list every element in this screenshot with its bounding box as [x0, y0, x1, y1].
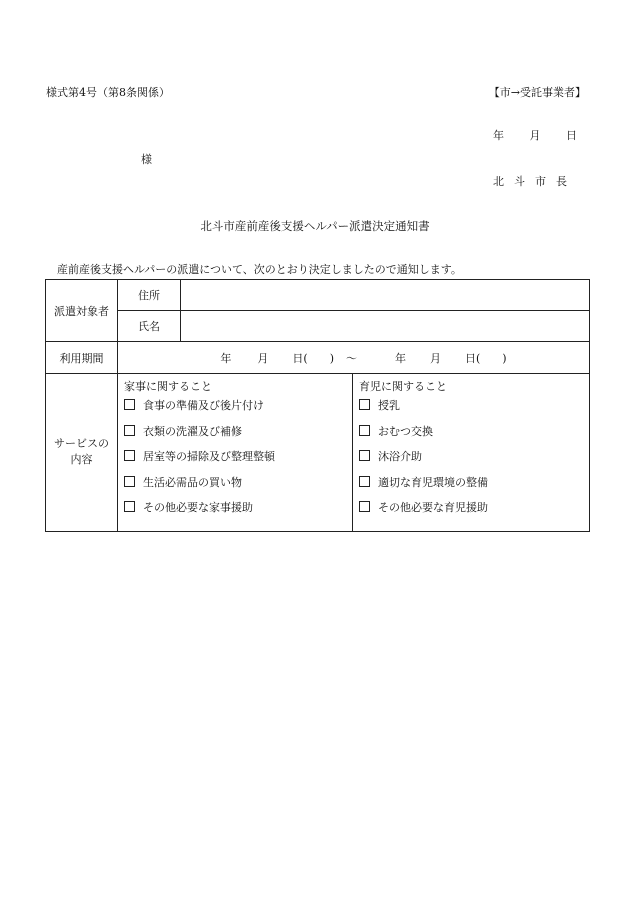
housework-item[interactable]: [124, 501, 352, 527]
housework-item[interactable]: [124, 425, 352, 451]
address-label: 住所: [118, 280, 181, 311]
period-end-month: 月: [430, 351, 441, 365]
address-field[interactable]: [181, 280, 590, 311]
service-label-line2: 内容: [70, 453, 93, 467]
name-label: 氏名: [118, 311, 181, 342]
housework-item-label: 居室等の掃除及び整理整頓: [143, 450, 275, 464]
checkbox[interactable]: [124, 476, 135, 487]
notice-form-table: [45, 279, 590, 532]
childcare-item[interactable]: [359, 501, 589, 527]
period-row: [46, 342, 590, 374]
checkbox[interactable]: [359, 501, 370, 512]
childcare-item[interactable]: [359, 399, 589, 425]
childcare-item[interactable]: [359, 450, 589, 476]
issuer-name: 北斗市長: [493, 175, 577, 188]
childcare-item-label: 授乳: [378, 399, 400, 412]
checkbox[interactable]: [359, 399, 370, 410]
name-row: [46, 311, 590, 342]
period-text: [118, 350, 589, 366]
checkbox[interactable]: [124, 425, 135, 436]
checkbox[interactable]: [359, 425, 370, 436]
housework-heading: 家事に関すること: [124, 380, 212, 393]
date-month-label: 月: [529, 129, 541, 142]
checkbox[interactable]: [124, 399, 135, 410]
checkbox[interactable]: [124, 501, 135, 512]
intro-text: 産前産後支援ヘルパーの派遣について、次のとおり決定しましたので通知します。: [57, 263, 462, 276]
childcare-item[interactable]: [359, 476, 589, 502]
period-start-day: 日( ): [292, 351, 334, 365]
service-label: [46, 374, 118, 532]
housework-item[interactable]: [124, 399, 352, 425]
housework-item[interactable]: [124, 450, 352, 476]
document-title: 北斗市産前産後支援ヘルパー派遣決定通知書: [200, 219, 430, 233]
issue-date: [493, 129, 599, 143]
period-field[interactable]: [118, 342, 590, 374]
name-field[interactable]: [181, 311, 590, 342]
childcare-item-label: その他必要な育児援助: [378, 501, 488, 515]
housework-column: [118, 374, 353, 532]
period-start-year: 年: [220, 351, 232, 365]
period-separator: 〜: [346, 351, 357, 365]
housework-item-label: 食事の準備及び後片付け: [143, 399, 264, 412]
addressee-suffix: 様: [141, 153, 152, 166]
period-label: 利用期間: [46, 342, 118, 374]
period-end-day: 日( ): [465, 351, 507, 365]
address-row: [46, 280, 590, 311]
childcare-item-label: 沐浴介助: [378, 450, 422, 464]
subject-label: 派遣対象者: [46, 280, 118, 342]
service-row: [46, 374, 590, 532]
housework-item-label: その他必要な家事援助: [143, 501, 253, 515]
childcare-item[interactable]: [359, 425, 589, 451]
childcare-column: [353, 374, 590, 532]
childcare-heading: 育児に関すること: [359, 380, 447, 393]
housework-item-label: 生活必需品の買い物: [143, 475, 242, 489]
checkbox[interactable]: [124, 450, 135, 461]
period-end-year: 年: [395, 351, 406, 365]
housework-item-label: 衣類の洗濯及び補修: [143, 424, 242, 438]
audience-label: 【市→受託事業者】: [488, 86, 586, 99]
date-year-label: 年: [493, 129, 504, 142]
form-number: 様式第4号（第8条関係）: [46, 86, 170, 99]
period-start-month: 月: [257, 351, 269, 365]
checkbox[interactable]: [359, 476, 370, 487]
childcare-item-label: 適切な育児環境の整備: [378, 475, 488, 489]
service-label-line1: サービスの: [54, 437, 109, 451]
checkbox[interactable]: [359, 450, 370, 461]
childcare-item-label: おむつ交換: [378, 424, 433, 438]
housework-item[interactable]: [124, 476, 352, 502]
date-day-label: 日: [566, 129, 577, 142]
